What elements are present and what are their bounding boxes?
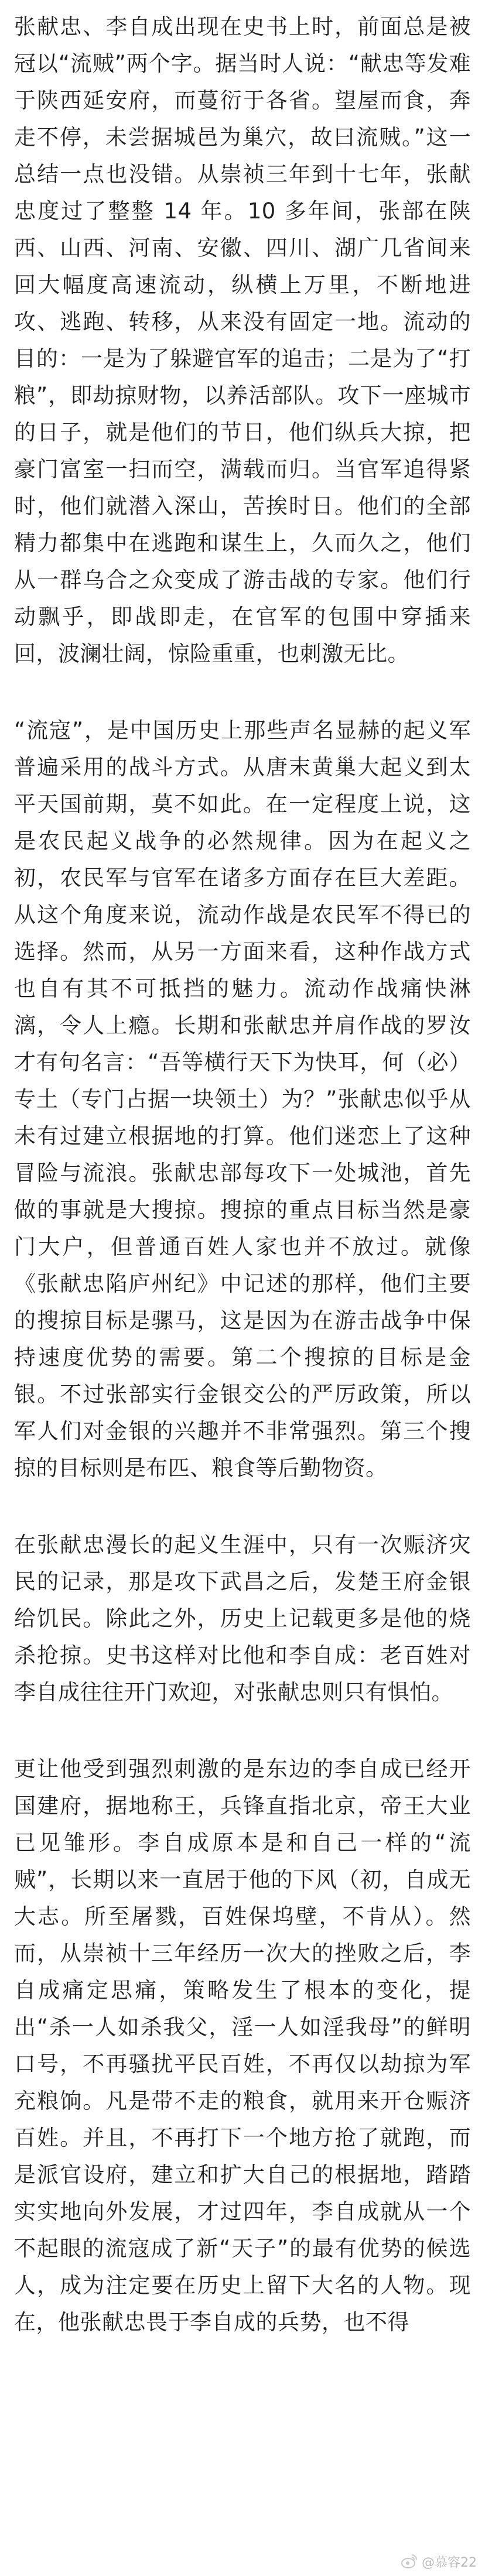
article-paragraph-3: 在张献忠漫长的起义生涯中，只有一次赈济灾民的记录，那是攻下武昌之后，发楚王府金银给饥民。除此之外，历史上记载更多是他的烧杀抢掠。史书这样对比他和李自成：老百姓对李自成往往开门欢迎，对张献忠则只有惧怕。 xyxy=(14,1532,471,1705)
article-body xyxy=(14,8,471,2380)
weibo-icon xyxy=(401,2553,418,2570)
watermark xyxy=(401,2551,477,2571)
article-paragraph-4: 更让他受到强烈刺激的是东边的李自成已经开国建府，据地称王，兵锋直指北京，帝王大业已见雏形。李自成原本是和自己一样的“流贼”，长期以来一直居于他的下风（初，自成无大志。所至屠戮，百姓保坞壁，不肯从）。然而，从崇祯十三年经历一次大的挫败之后，李自成痛定思痛，策略发生了根本的变化，提出“杀一人如杀我父，淫一人如淫我母”的鲜明口号，不再骚扰平民百姓，不再仅以劫掠为军充粮饷。凡是带不走的粮食，就用来开仓赈济百姓。并且，不再打下一个地方抢了就跑，而是派官设府，建立和扩大自己的根据地，踏踏实实地向外发展，才过四年，李自成就从一个不起眼的流寇成了新“天子”的最有优势的候选人，成为注定要在历史上留下大名的人物。现在，他张献忠畏于李自成的兵势，也不得 xyxy=(14,1756,471,2335)
article-paragraph-2: “流寇”，是中国历史上那些声名显赫的起义军普遍采用的战斗方式。从唐末黄巢大起义到太平天国前期，莫不如此。在一定程度上说，这是农民起义战争的必然规律。因为在起义之初，农民军与官军在诸多方面存在巨大差距。从这个角度来说，流动作战是农民军不得已的选择。然而，从另一方面来看，这种作战方式也自有其不可抵挡的魅力。流动作战痛快淋漓，令人上瘾。长期和张献忠并肩作战的罗汝才有句名言：“吾等横行天下为快耳，何（必）专土（专门占据一块领土）为？”张献忠似乎从未有过建立根据地的打算。他们迷恋上了这种冒险与流浪。张献忠部每攻下一处城池，首先做的事就是大搜掠。搜掠的重点目标当然是豪门大户，但普通百姓人家也并不放过。就像《张献忠陷庐州纪》中记述的那样，他们主要的搜掠目标是骡马，这是因为在游击战争中保持速度优势的需要。第二个搜掠的目标是金银。不过张部实行金银交公的严厉政策，所以军人们对金银的兴趣并不非常强烈。第三个搜掠的目标则是布匹、粮食等后勤物资。 xyxy=(14,718,471,1481)
article-paragraph-1: 张献忠、李自成出现在史书上时，前面总是被冠以“流贼”两个字。据当时人说：“献忠等发难于陕西延安府，而蔓衍于各省。望屋而食，奔走不停，未尝据城邑为巢穴，故曰流贼。”这一总结一点也没错。从崇祯三年到十七年，张献忠度过了整整 14 年。10 多年间，张部在陕西、山西、河南、安徽、四川、湖广几省间来回大幅度高速流动，纵横上万里，不断地进攻、逃跑、转移，从来没有固定一地。流动的目的：一是为了躲避官军的追击；二是为了“打粮”，即劫掠财物，以养活部队。攻下一座城市的日子，就是他们的节日，他们纵兵大掠，把豪门富室一扫而空，满载而归。当官军追得紧时，他们就潜入深山，苦挨时日。他们的全部精力都集中在逃跑和谋生上，久而久之，他们从一群乌合之众变成了游击战的专家。他们行动飘乎，即战即走，在官军的包围中穿插来回，波澜壮阔，惊险重重，也刺激无比。 xyxy=(14,14,471,666)
watermark-text: @慕容22 xyxy=(422,2555,477,2570)
